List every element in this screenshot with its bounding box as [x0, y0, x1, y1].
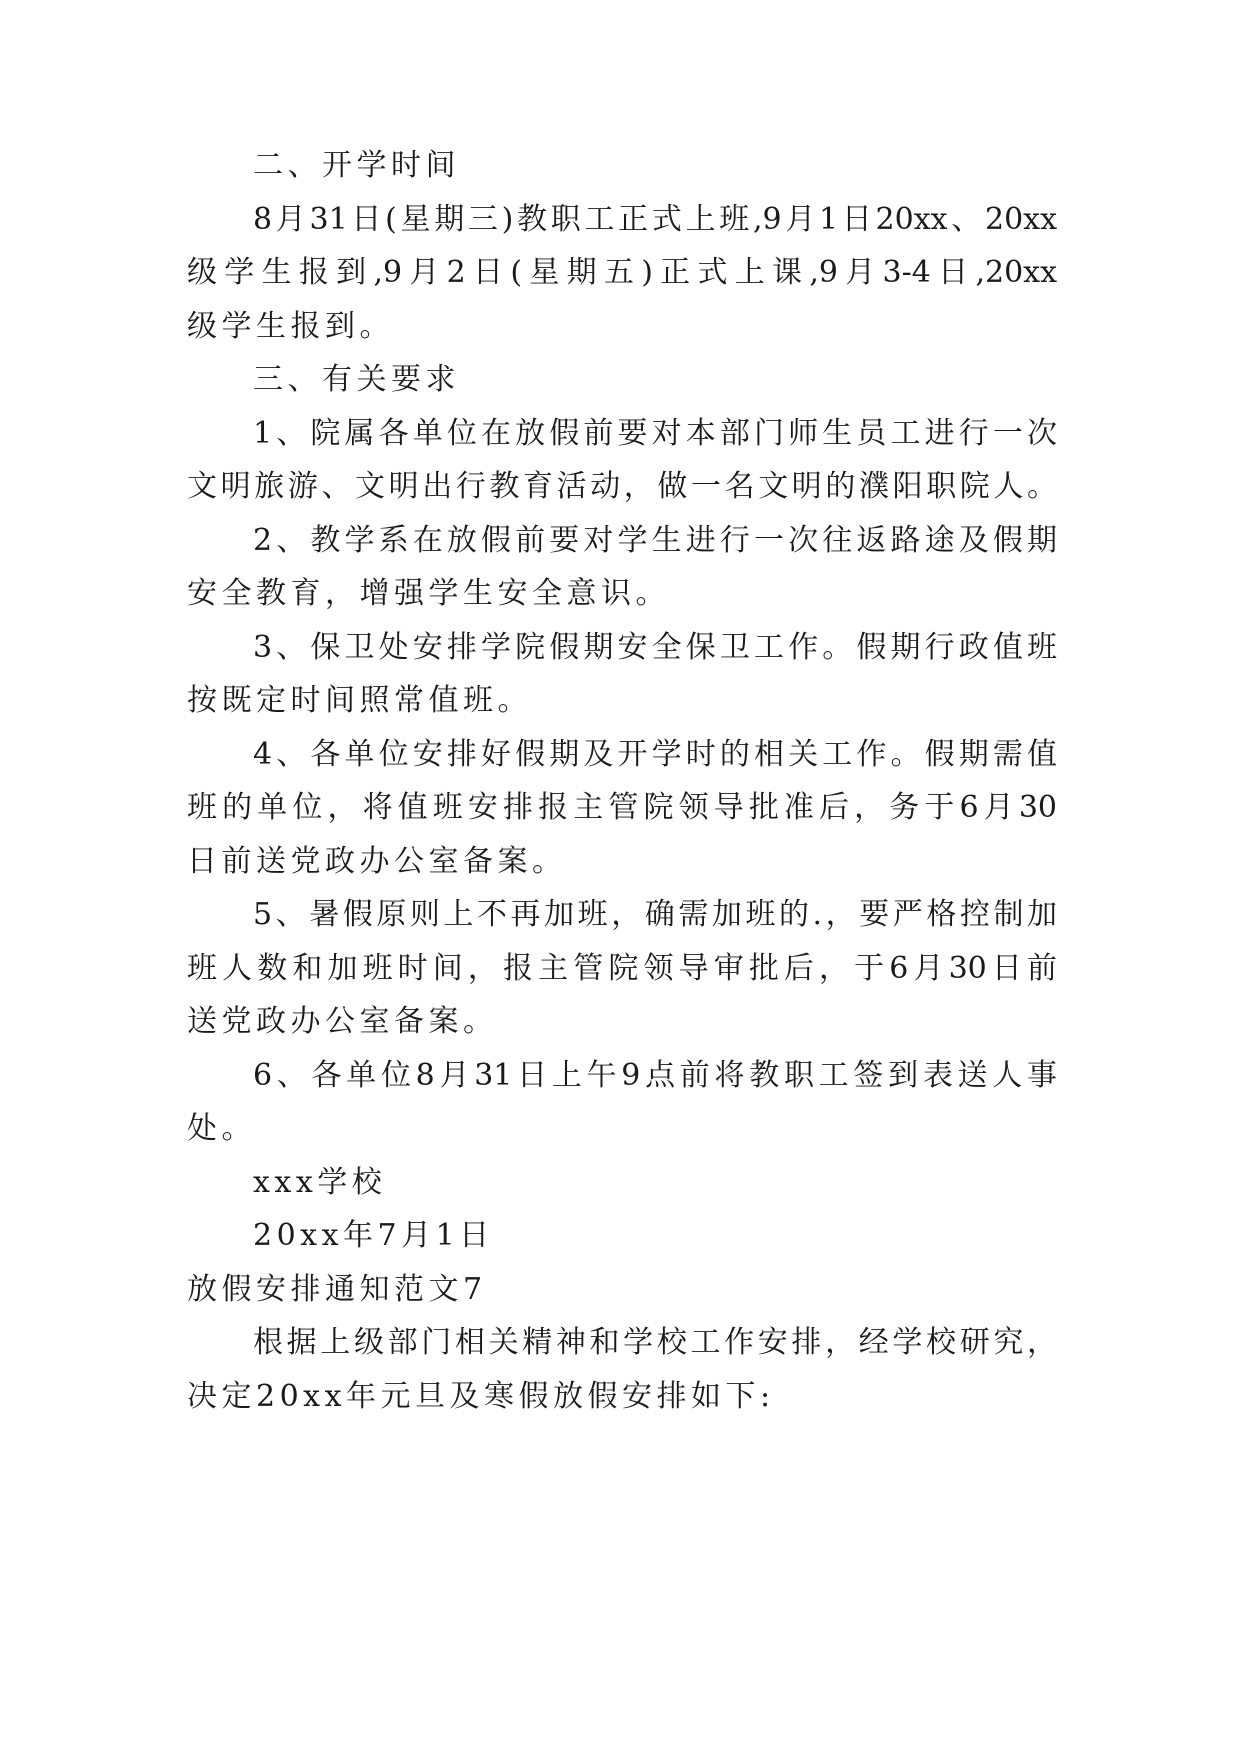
- paragraph-line: 决定20xx年元旦及寒假放假安排如下:: [187, 1379, 775, 1414]
- paragraph-line: 班人数和加班时间，报主管院领导审批后，于6月30日前: [187, 951, 1057, 986]
- section-heading-requirements: 三、有关要求: [253, 362, 460, 397]
- paragraph-line: 5、暑假原则上不再加班，确需加班的.，要严格控制加: [253, 897, 1057, 932]
- paragraph-line: 日前送党政办公室备案。: [187, 844, 567, 879]
- paragraph-line: 级学生报到。: [187, 309, 394, 344]
- paragraph-line: 处。: [187, 1111, 256, 1146]
- paragraph-line: 2、教学系在放假前要对学生进行一次往返路途及假期: [253, 523, 1057, 558]
- paragraph-line: 按既定时间照常值班。: [187, 683, 532, 718]
- section-heading-start-time: 二、开学时间: [253, 148, 460, 183]
- paragraph-line: 级学生报到,9月2日(星期五)正式上课,9月3-4日,20xx: [187, 255, 1057, 290]
- paragraph-line: 4、各单位安排好假期及开学时的相关工作。假期需值: [253, 737, 1057, 772]
- document-title: 放假安排通知范文7: [187, 1272, 487, 1307]
- paragraph-line: 班的单位，将值班安排报主管院领导批准后，务于6月30: [187, 790, 1057, 825]
- signature-school: xxx学校: [253, 1165, 387, 1200]
- paragraph-line: 送党政办公室备案。: [187, 1004, 498, 1039]
- signature-date: 20xx年7月1日: [253, 1218, 494, 1253]
- paragraph-line: 8月31日(星期三)教职工正式上班,9月1日20xx、20xx: [253, 202, 1057, 237]
- paragraph-line: 3、保卫处安排学院假期安全保卫工作。假期行政值班: [253, 630, 1057, 665]
- paragraph-line: 文明旅游、文明出行教育活动，做一名文明的濮阳职院人。: [187, 469, 1057, 504]
- paragraph-line: 1、院属各单位在放假前要对本部门师生员工进行一次: [253, 416, 1057, 451]
- paragraph-line: 根据上级部门相关精神和学校工作安排，经学校研究，: [253, 1325, 1057, 1360]
- paragraph-line: 安全教育，增强学生安全意识。: [187, 576, 670, 611]
- paragraph-line: 6、各单位8月31日上午9点前将教职工签到表送人事: [253, 1058, 1057, 1093]
